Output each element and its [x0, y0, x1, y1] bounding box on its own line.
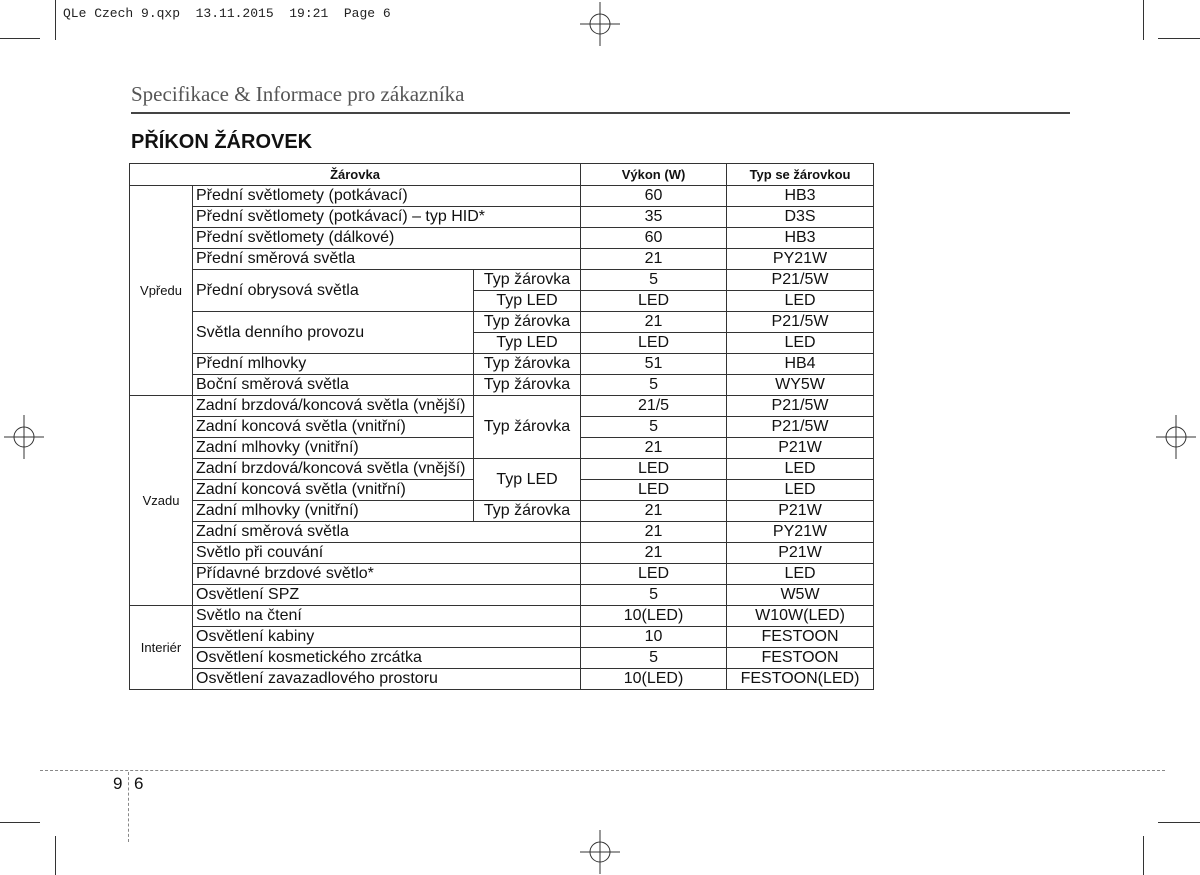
bulb-power: 21 — [581, 501, 727, 522]
table-row — [130, 648, 874, 669]
table-header-row — [130, 164, 874, 186]
bulb-type: LED — [727, 459, 874, 480]
table-row — [130, 627, 874, 648]
page-number: 6 — [134, 774, 144, 793]
bulb-variant: Typ žárovka — [474, 375, 581, 396]
bulb-name: Osvětlení SPZ — [193, 585, 581, 606]
crop-mark — [1143, 836, 1144, 875]
bulb-type: HB3 — [727, 228, 874, 249]
bulb-name: Zadní mlhovky (vnitřní) — [193, 501, 474, 522]
bulb-name: Zadní směrová světla — [193, 522, 581, 543]
crop-mark — [1158, 38, 1200, 39]
bulb-power: 21 — [581, 543, 727, 564]
bulb-name: Světlo při couvání — [193, 543, 581, 564]
table-row — [130, 207, 874, 228]
crop-mark — [1143, 0, 1144, 40]
bulb-power: 21 — [581, 249, 727, 270]
bulb-variant: Typ LED — [474, 333, 581, 354]
group-label-interior: Interiér — [130, 606, 193, 690]
table-row — [130, 522, 874, 543]
bulb-name: Přídavné brzdové světlo* — [193, 564, 581, 585]
header-rule — [131, 112, 1070, 114]
bulb-table — [129, 163, 874, 690]
table-row — [130, 396, 874, 417]
table-row — [130, 606, 874, 627]
crop-mark — [55, 836, 56, 875]
bulb-name: Přední směrová světla — [193, 249, 581, 270]
bulb-type: W5W — [727, 585, 874, 606]
bulb-power: 51 — [581, 354, 727, 375]
group-label-rear: Vzadu — [130, 396, 193, 606]
crop-mark — [0, 38, 40, 39]
bulb-power: LED — [581, 333, 727, 354]
footer-page-divider — [128, 772, 129, 842]
bulb-power: 35 — [581, 207, 727, 228]
table-row — [130, 228, 874, 249]
bulb-name: Přední světlomety (potkávací) — [193, 186, 581, 207]
header-power: Výkon (W) — [581, 164, 727, 186]
bulb-name: Přední mlhovky — [193, 354, 474, 375]
table-row — [130, 501, 874, 522]
bulb-type: D3S — [727, 207, 874, 228]
table-row — [130, 564, 874, 585]
bulb-name: Světlo na čtení — [193, 606, 581, 627]
bulb-variant: Typ žárovka — [474, 396, 581, 459]
header-bulb: Žárovka — [130, 164, 581, 186]
table-row — [130, 459, 874, 480]
bulb-power: 10(LED) — [581, 669, 727, 690]
table-row — [130, 585, 874, 606]
bulb-type: PY21W — [727, 522, 874, 543]
bulb-name: Osvětlení zavazadlového prostoru — [193, 669, 581, 690]
bulb-name: Osvětlení kosmetického zrcátka — [193, 648, 581, 669]
registration-mark-icon — [2, 415, 46, 459]
table-row — [130, 270, 874, 291]
bulb-variant: Typ žárovka — [474, 501, 581, 522]
bulb-power: 60 — [581, 228, 727, 249]
footer-dashed-rule — [40, 770, 1165, 771]
header-type: Typ se žárovkou — [727, 164, 874, 186]
bulb-power: 21 — [581, 312, 727, 333]
bulb-power: 60 — [581, 186, 727, 207]
bulb-power: 5 — [581, 375, 727, 396]
bulb-name: Zadní brzdová/koncová světla (vnější) — [193, 459, 474, 480]
bulb-type: W10W(LED) — [727, 606, 874, 627]
bulb-power: 10(LED) — [581, 606, 727, 627]
bulb-type: P21/5W — [727, 417, 874, 438]
bulb-power: LED — [581, 564, 727, 585]
table-row — [130, 669, 874, 690]
bulb-variant: Typ LED — [474, 459, 581, 501]
bulb-name: Osvětlení kabiny — [193, 627, 581, 648]
bulb-variant: Typ žárovka — [474, 312, 581, 333]
bulb-name: Zadní koncová světla (vnitřní) — [193, 480, 474, 501]
bulb-type: FESTOON — [727, 627, 874, 648]
bulb-power: 5 — [581, 270, 727, 291]
section-title: Specifikace & Informace pro zákazníka — [131, 82, 465, 106]
bulb-type: P21W — [727, 501, 874, 522]
crop-mark — [55, 0, 56, 40]
table-row — [130, 354, 874, 375]
table-row — [130, 312, 874, 333]
registration-mark-icon — [578, 830, 622, 874]
bulb-type: P21/5W — [727, 270, 874, 291]
bulb-power: 10 — [581, 627, 727, 648]
bulb-type: P21W — [727, 438, 874, 459]
bulb-type: HB4 — [727, 354, 874, 375]
bulb-type: P21W — [727, 543, 874, 564]
table-row — [130, 543, 874, 564]
registration-mark-icon — [578, 2, 622, 46]
bulb-power: LED — [581, 480, 727, 501]
table-row — [130, 375, 874, 396]
group-label-front: Vpředu — [130, 186, 193, 396]
crop-mark — [1158, 822, 1200, 823]
bulb-variant: Typ žárovka — [474, 354, 581, 375]
bulb-type: LED — [727, 480, 874, 501]
bulb-type: P21/5W — [727, 396, 874, 417]
bulb-power: 5 — [581, 585, 727, 606]
bulb-variant: Typ LED — [474, 291, 581, 312]
print-slug: QLe Czech 9.qxp 13.11.2015 19:21 Page 6 — [63, 6, 391, 21]
bulb-power: 5 — [581, 648, 727, 669]
bulb-name: Boční směrová světla — [193, 375, 474, 396]
chapter-number: 9 — [113, 774, 123, 793]
bulb-type: LED — [727, 564, 874, 585]
bulb-power: LED — [581, 291, 727, 312]
bulb-name: Zadní mlhovky (vnitřní) — [193, 438, 474, 459]
bulb-power: LED — [581, 459, 727, 480]
registration-mark-icon — [1154, 415, 1198, 459]
table-row — [130, 186, 874, 207]
table-row — [130, 249, 874, 270]
bulb-type: FESTOON(LED) — [727, 669, 874, 690]
bulb-type: HB3 — [727, 186, 874, 207]
bulb-type: FESTOON — [727, 648, 874, 669]
bulb-power: 21 — [581, 438, 727, 459]
bulb-type: P21/5W — [727, 312, 874, 333]
bulb-power: 5 — [581, 417, 727, 438]
page-heading: PŘÍKON ŽÁROVEK — [131, 131, 313, 153]
bulb-name: Přední světlomety (potkávací) – typ HID* — [193, 207, 581, 228]
bulb-name: Světla denního provozu — [193, 312, 474, 354]
bulb-variant: Typ žárovka — [474, 270, 581, 291]
bulb-type: LED — [727, 333, 874, 354]
bulb-power: 21/5 — [581, 396, 727, 417]
bulb-name: Zadní brzdová/koncová světla (vnější) — [193, 396, 474, 417]
bulb-name: Přední světlomety (dálkové) — [193, 228, 581, 249]
bulb-name: Přední obrysová světla — [193, 270, 474, 312]
bulb-type: LED — [727, 291, 874, 312]
bulb-name: Zadní koncová světla (vnitřní) — [193, 417, 474, 438]
crop-mark — [0, 822, 40, 823]
bulb-power: 21 — [581, 522, 727, 543]
bulb-type: WY5W — [727, 375, 874, 396]
bulb-type: PY21W — [727, 249, 874, 270]
